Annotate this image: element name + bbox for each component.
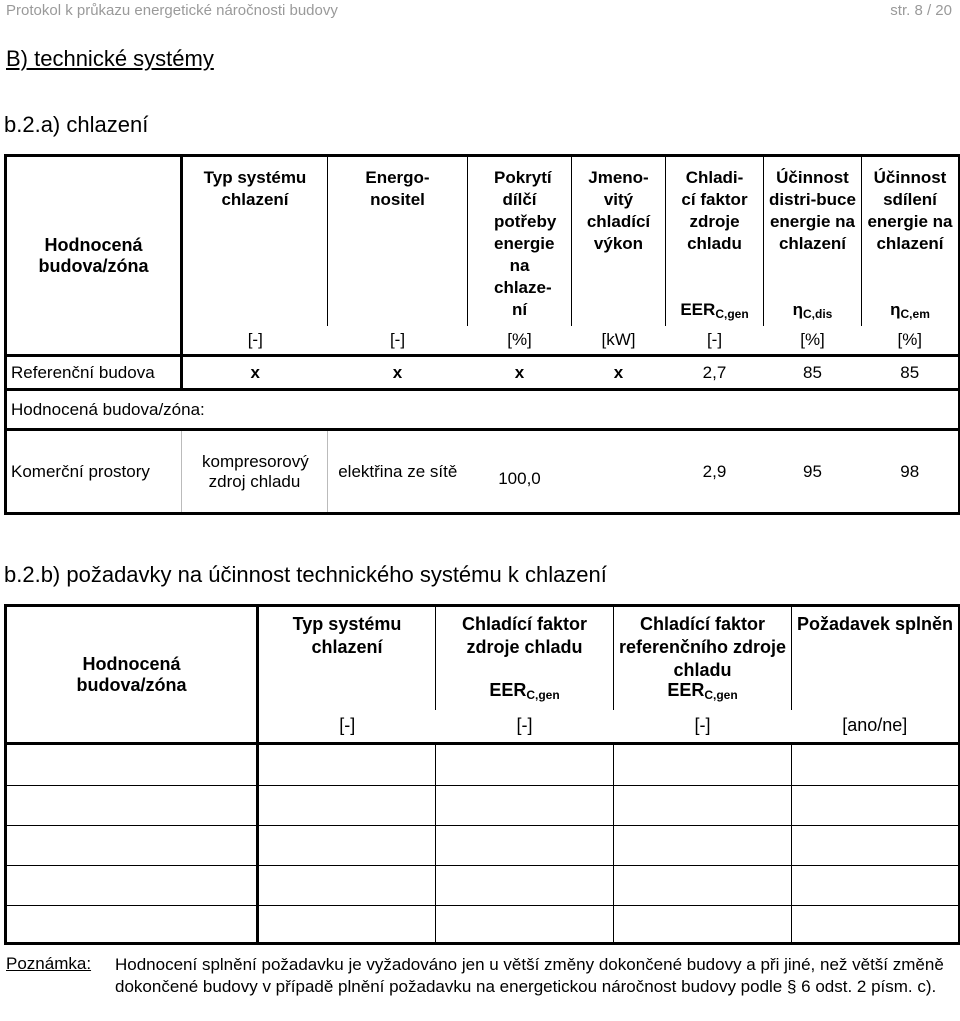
- col-header: Chladící faktor zdroje chladu $EER_{C,gen}$: [436, 606, 614, 710]
- unit-cell: [kW]: [601, 329, 636, 349]
- zone-name: Komerční prostory: [6, 430, 182, 514]
- reference-label: Referenční budova: [6, 356, 182, 390]
- col-header: Chladi-cí faktor zdroje chladu $EER_{C,gen}$: [666, 156, 764, 326]
- table-row: [6, 744, 960, 786]
- table-row: [6, 430, 960, 514]
- ref-value: 2,7: [702, 362, 727, 382]
- table1-title: b.2.a) chlazení: [4, 112, 149, 137]
- col-header: Chladící faktor referenčního zdroje chladu $EER_{C,gen}$: [614, 606, 792, 710]
- table2-title: b.2.b) požadavky na účinnost technického systému k chlazení: [4, 562, 607, 587]
- ref-value: x: [182, 356, 328, 390]
- unit-cell: [-]: [182, 326, 328, 356]
- unit-cell: [-]: [389, 329, 406, 349]
- row-value: elektřina ze sítě: [328, 430, 468, 514]
- col-header: Typ systému chlazení: [182, 156, 328, 326]
- unit-cell: [%]: [862, 326, 960, 356]
- col-header: Účinnost sdílení energie na chlazení $\eta_{C,em}$: [862, 156, 960, 326]
- eer-symbol: $EER_{C,gen}$: [667, 680, 738, 702]
- table-row: [6, 906, 960, 944]
- evaluated-label: Hodnocená budova/zóna:: [6, 390, 960, 430]
- row-value: 95: [803, 461, 822, 481]
- eer-symbol: $EER_{C,gen}$: [680, 300, 749, 321]
- unit-cell: [-]: [694, 715, 711, 736]
- zone-header: Hodnocená budova/zóna: [6, 606, 258, 744]
- eta-symbol: $\eta_{C,dis}$: [792, 300, 833, 321]
- table-row: [6, 786, 960, 826]
- col-header: Jmeno-vitý chladící výkon: [572, 156, 666, 326]
- col-header: Typ systému chlazení: [258, 606, 436, 710]
- ref-value: 85: [803, 362, 822, 382]
- col-header: Energo-nositel: [328, 156, 468, 326]
- row-value: 98: [862, 430, 960, 514]
- ref-value: x: [392, 362, 403, 382]
- eta-symbol: $\eta_{C,em}$: [890, 300, 930, 321]
- section-title: B) technické systémy: [6, 46, 214, 71]
- row-value: 2,9: [702, 461, 727, 481]
- unit-cell: [-]: [258, 710, 436, 744]
- note-text: Hodnocení splnění požadavku je vyžadováno jen u větší změny dokončené budovy a při jiné, než větší změně dokončené budovy v případě plnění požadavku na energetickou náročnost budovy podle § 6 odst. 2 písm. c).: [115, 955, 944, 996]
- eer-symbol: $EER_{C,gen}$: [489, 680, 560, 702]
- ref-value: 85: [862, 356, 960, 390]
- unit-cell: [%]: [800, 329, 825, 349]
- col-header: Požadavek splněn: [792, 606, 960, 710]
- table-row: [6, 866, 960, 906]
- unit-cell: [ano/ne]: [792, 710, 960, 744]
- unit-cell: [%]: [507, 329, 532, 349]
- cooling-table: [4, 154, 960, 515]
- col-header: Pokrytí dílčí potřeby energie na chlaze-ní: [468, 156, 572, 326]
- table-row: [6, 826, 960, 866]
- row-value: [572, 430, 666, 514]
- unit-cell: [-]: [706, 329, 723, 349]
- zone-header: Hodnocená budova/zóna: [6, 156, 182, 356]
- requirements-table: [4, 604, 960, 945]
- ref-value: x: [613, 362, 624, 382]
- row-value: 100,0: [498, 468, 541, 488]
- note-label: Poznámka:: [6, 954, 92, 973]
- page-number: str. 8 / 20: [890, 2, 952, 19]
- document-title: Protokol k průkazu energetické náročnosti budovy: [6, 2, 338, 19]
- col-header: Účinnost distri-buce energie na chlazení $\eta_{C,dis}$: [764, 156, 862, 326]
- unit-cell: [-]: [516, 715, 533, 736]
- ref-value: x: [514, 362, 525, 382]
- row-value: kompresorový zdroj chladu: [182, 430, 328, 514]
